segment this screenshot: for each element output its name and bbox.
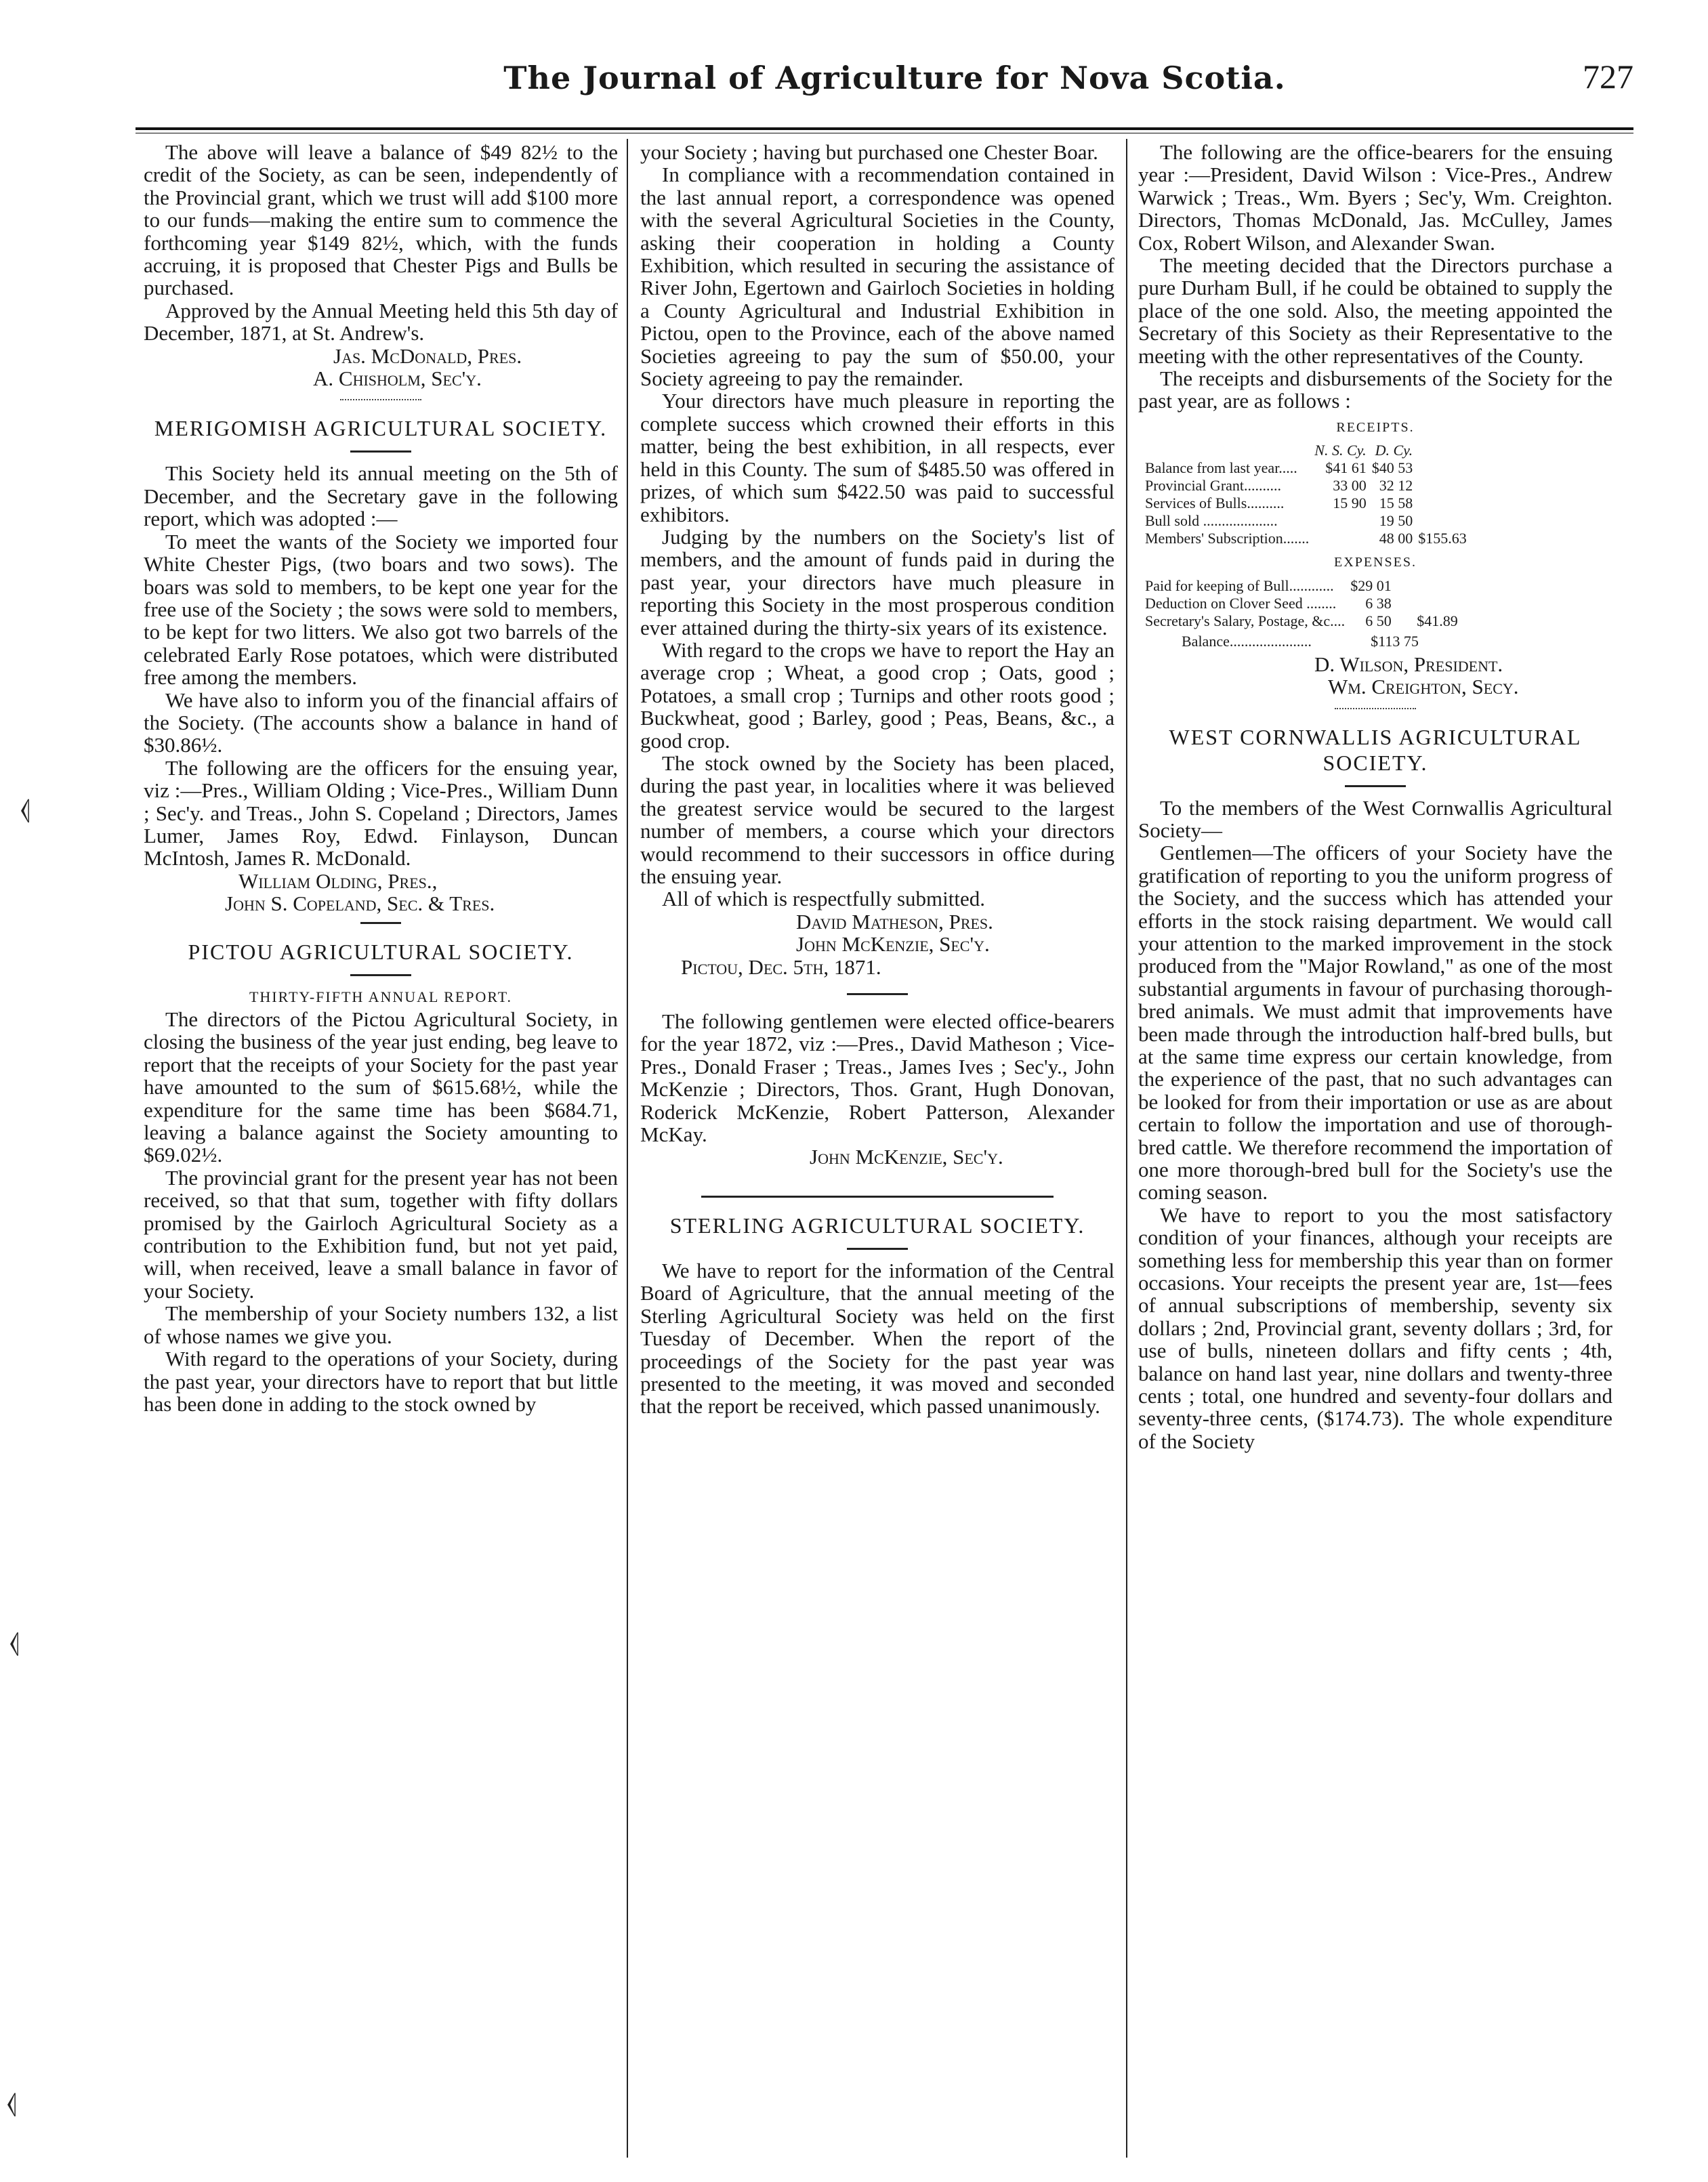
paragraph: All of which is respectfully submitted.: [662, 887, 985, 911]
row-value: [1312, 530, 1369, 547]
page-number: 727: [1583, 58, 1633, 96]
row-value: 32 12: [1379, 477, 1413, 495]
row-total: [1394, 595, 1461, 612]
row-label: Secretary's Salary, Postage, &c....: [1145, 612, 1346, 629]
table-row: [1142, 512, 1470, 530]
row-total: $155.63: [1418, 530, 1467, 547]
paragraph: This Society held its annual meeting on the 5th of December, and the Secretary gave in the following report, which was adopted :—: [144, 461, 618, 531]
row-label: Deduction on Clover Seed ........: [1145, 594, 1337, 612]
signature: John McKenzie, Sec'y.: [810, 1145, 1003, 1169]
signature: William Olding, Pres.,: [238, 868, 438, 893]
paragraph: We have to report to you the most satisfactory condition of your finances, although your receipts are something less for membership this year than on former occasions. Your receipts the present year are, 1st—fees of annual subscriptions of membership, seventy six dollars ; 2nd, Provincial grant, seventy dollars ; 3rd, for use of bulls, nineteen dollars and fifty cents ; 4th, balance on hand last year, nine dollars and twenty-three cents ; total, one hundred and seventy-four dollars and seventy-three cents, ($174.73). The whole expenditure of the Society: [1138, 1202, 1612, 1453]
table-row: [1142, 577, 1461, 595]
column-left: [144, 141, 618, 1415]
paragraph: Judging by the numbers on the Society's list of members, and the amount of funds paid in during the past year, your directors have much pleasure in reporting this Society in the most prosperous condition ever attained during the thirty-six years of its existence.: [640, 524, 1115, 639]
paragraph: The following are the officers for the ensuing year, viz :—Pres., William Olding ; Vice-Pres., William Dunn ; Sec'y. and Treas., John S. Copeland ; Directors, James Lumer, James Roy, Edwd. Finlayson, Duncan McIntosh, James R. McDonald.: [144, 755, 618, 870]
row-value: 15 58: [1379, 495, 1413, 512]
row-label: Paid for keeping of Bull............: [1145, 576, 1334, 594]
dateline: Pictou, Dec. 5th, 1871.: [681, 954, 881, 979]
row-label: Balance......................: [1182, 632, 1312, 650]
column-right: [1138, 141, 1612, 1452]
table-row: [1142, 612, 1461, 630]
paragraph: The stock owned by the Society has been placed, during the past year, in localities where it was believed the greatest service would be secured to the largest number of members, a course which your directors would recommend to their successors in office during the ensuing year.: [640, 751, 1115, 888]
signature: D. Wilson, President.: [1314, 652, 1503, 676]
heading-rule: [847, 1248, 908, 1250]
row-total: [1415, 495, 1470, 512]
table-row: [1142, 495, 1470, 512]
row-label: Provincial Grant..........: [1145, 477, 1282, 495]
signature: Wm. Creighton, Secy.: [1328, 675, 1519, 699]
section-heading: PICTOU AGRICULTURAL SOCIETY.: [188, 939, 574, 964]
row-value: 6 50: [1365, 612, 1392, 629]
paragraph: Your directors have much pleasure in reporting the complete success which crowned their efforts in this matter, being the best exhibition, in all respects, ever held in this County. The sum of $485.50 was offered in prizes, of which sum $422.50 was paid to successful exhibitors.: [640, 389, 1115, 526]
table-header-row: [1142, 442, 1470, 459]
paragraph: The meeting decided that the Directors purchase a pure Durham Bull, if he could be obtained to supply the place of the one sold. Also, the meeting appointed the Secretary of this Society as their Representative to the meeting with the other representatives of the County.: [1138, 253, 1612, 368]
signature: David Matheson, Pres.: [796, 909, 993, 933]
balance-table: [1179, 633, 1421, 650]
paragraph: The following are the office-bearers for the ensuing year :—President, David Wilson : Vice-Pres., Andrew Warwick ; Treas., Wm. Byers ; Sec'y, Wm. Creighton. Directors, Thomas McDonald, Jas. McCulley, James Cox, Robert Wilson, and Alexander Swan.: [1138, 140, 1612, 255]
section-divider: [1335, 708, 1416, 709]
margin-bracket-mark: ⦉: [9, 1627, 20, 1657]
currency-header-d: D. Cy.: [1375, 442, 1413, 459]
heading-rule: [1345, 785, 1406, 787]
paragraph: In compliance with a recommendation contained in the last annual report, a correspondence was opened with the several Agricultural Societies in the County, asking their cooperation in holding a County Exhibition, which resulted in securing the assistance of River John, Egertown and Gairloch Societies in holding a County Agricultural and Industrial Exhibition in Pictou, open to the Province, each of the above named Societies agreeing to pay the sum of $50.00, your Society agreeing to pay the remainder.: [640, 163, 1115, 391]
row-value: 6 38: [1365, 594, 1392, 612]
row-total: [1415, 512, 1470, 530]
heading-rule: [350, 974, 411, 976]
paragraph: Approved by the Annual Meeting held this 5th day of December, 1871, at St. Andrew's.: [144, 298, 618, 345]
row-value: 15 90: [1333, 495, 1367, 512]
section-divider: [701, 1196, 1054, 1198]
section-divider: [340, 399, 421, 400]
page-header: [136, 47, 1654, 115]
table-row: [1142, 459, 1470, 477]
header-rule: [136, 127, 1633, 130]
paragraph: With regard to the crops we have to report the Hay an average crop ; Wheat, a good crop ; Oats, good ; Potatoes, a small crop ; Turnips and other roots good ; Buckwheat, good ; Barley, good ; Peas, Beans, &c., a good crop.: [640, 637, 1115, 753]
row-value: $41 61: [1325, 459, 1367, 477]
row-value: $113 75: [1371, 632, 1419, 650]
section-subheading: THIRTY-FIFTH ANNUAL REPORT.: [249, 988, 513, 1005]
section-heading: MERIGOMISH AGRICULTURAL SOCIETY.: [154, 416, 608, 441]
running-title: The Journal of Agriculture for Nova Scotia.: [503, 60, 1286, 96]
paragraph: The directors of the Pictou Agricultural Society, in closing the business of the year just ending, beg leave to report that the receipts of your Society for the past year have amounted to the sum of $615.68½, while the expenditure for the same time has been $684.71, leaving a balance against the Society amounting to $69.02½.: [144, 1007, 618, 1167]
receipts-label: RECEIPTS.: [1336, 419, 1415, 435]
row-label: Bull sold ....................: [1145, 512, 1278, 530]
table-row: [1179, 633, 1421, 650]
table-row: [1142, 595, 1461, 612]
signature: A. Chisholm, Sec'y.: [313, 366, 482, 391]
column-divider: [1126, 139, 1127, 2158]
paragraph: The above will leave a balance of $49 82½ to the credit of the Society, as can be seen, independently of the Provincial grant, which we trust will add $100 more to our funds—making the entire sum to commence the forthcoming year $149 82½, which, with the funds accruing, it is proposed that Chester Pigs and Bulls be purchased.: [144, 140, 618, 300]
row-total: [1415, 477, 1470, 495]
paragraph: We have also to inform you of the financial affairs of the Society. (The accounts show a balance in hand of $30.86½.: [144, 688, 618, 757]
column-divider: [627, 139, 628, 2158]
row-label: Services of Bulls..........: [1145, 495, 1285, 512]
expenses-label: EXPENSES.: [1334, 555, 1417, 570]
table-row: [1142, 477, 1470, 495]
row-value: [1312, 512, 1369, 530]
row-value: $29 01: [1350, 576, 1392, 594]
row-label: Balance from last year.....: [1145, 459, 1297, 477]
signature: John McKenzie, Sec'y.: [796, 932, 990, 957]
section-divider: [847, 993, 908, 995]
signature: Jas. McDonald, Pres.: [333, 343, 522, 368]
paragraph: The following gentlemen were elected office-bearers for the year 1872, viz :—Pres., David Matheson ; Vice-Pres., Donald Fraser ; Treas., James Ives ; Sec'y., John McKenzie ; Directors, Thos. Grant, Hugh Donovan, Roderick McKenzie, Robert Patterson, Alexander McKay.: [640, 1009, 1115, 1147]
row-total: $41.89: [1417, 612, 1458, 629]
section-heading: STERLING AGRICULTURAL SOCIETY.: [669, 1213, 1085, 1238]
signature: John S. Copeland, Sec. & Tres.: [225, 891, 495, 916]
paragraph: To the members of the West Cornwallis Agricultural Society—: [1138, 795, 1612, 842]
paragraph: Gentlemen—The officers of your Society have the gratification of reporting to you the uniform progress of the Society, and the success which has attended your efforts in the stock raising department. We would call your attention to the marked improvement in the stock produced from the "Major Rowland," as one of the most substantial arguments in favour of purchasing thorough-bred animals. We must admit that improvements have been made through the introduction half-bred bulls, but at the same time express our certain knowledge, from the experience of the past, that no such advantages can be looked for from their importation or use as are about certain to follow the importation and use of thorough-bred cattle. We therefore recommend the importation of one more thorough-bred bull for the Society's use the coming season.: [1138, 841, 1612, 1204]
paragraph: The receipts and disbursements of the Society for the past year, are as follows :: [1138, 366, 1612, 413]
row-value: 48 00: [1379, 530, 1413, 547]
expenses-table: [1142, 577, 1461, 630]
row-value: $40 53: [1371, 459, 1413, 477]
section-divider: [360, 922, 401, 924]
currency-header-ns: N. S. Cy.: [1314, 442, 1367, 459]
paragraph: The membership of your Society numbers 132, a list of whose names we give you.: [144, 1301, 618, 1348]
paragraph: To meet the wants of the Society we imported four White Chester Pigs, (two boars and two sows). The boars was sold to members, to be kept one year for the free use of the Society ; the sows were sold to members, to be kept for two litters. We also got two barrels of the celebrated Early Rose potatoes, which were distributed free among the members.: [144, 529, 618, 690]
margin-bracket-mark: ⦉: [20, 793, 30, 824]
paragraph: your Society ; having but purchased one Chester Boar.: [640, 140, 1098, 164]
heading-rule: [350, 450, 411, 453]
margin-bracket-mark: ⦉: [7, 2087, 17, 2118]
paragraph: With regard to the operations of your Society, during the past year, your directors have to report that but little has been done in adding to the stock owned by: [144, 1347, 618, 1416]
section-heading: WEST CORNWALLIS AGRICULTURAL SOCIETY.: [1169, 724, 1582, 775]
table-row: [1142, 530, 1470, 547]
paragraph: We have to report for the information of the Central Board of Agriculture, that the annual meeting of the Sterling Agricultural Society was held on the first Tuesday of December. When the report of the proceedings of the Society for the past year was presented to the meeting, it was moved and seconded that the report be received, which passed unanimously.: [640, 1258, 1115, 1419]
row-value: 19 50: [1379, 512, 1413, 530]
paragraph: The provincial grant for the present year has not been received, so that that sum, together with fifty dollars promised by the Gairloch Agricultural Society as a contribution to the Exhibition fund, but not yet paid, will, when received, leave a small balance in favor of your Society.: [144, 1165, 618, 1303]
receipts-table: [1142, 442, 1470, 547]
row-total: [1415, 459, 1470, 477]
row-value: 33 00: [1333, 477, 1367, 495]
column-middle: [640, 141, 1115, 1418]
row-total: [1394, 577, 1461, 595]
row-label: Members' Subscription.......: [1145, 530, 1310, 547]
